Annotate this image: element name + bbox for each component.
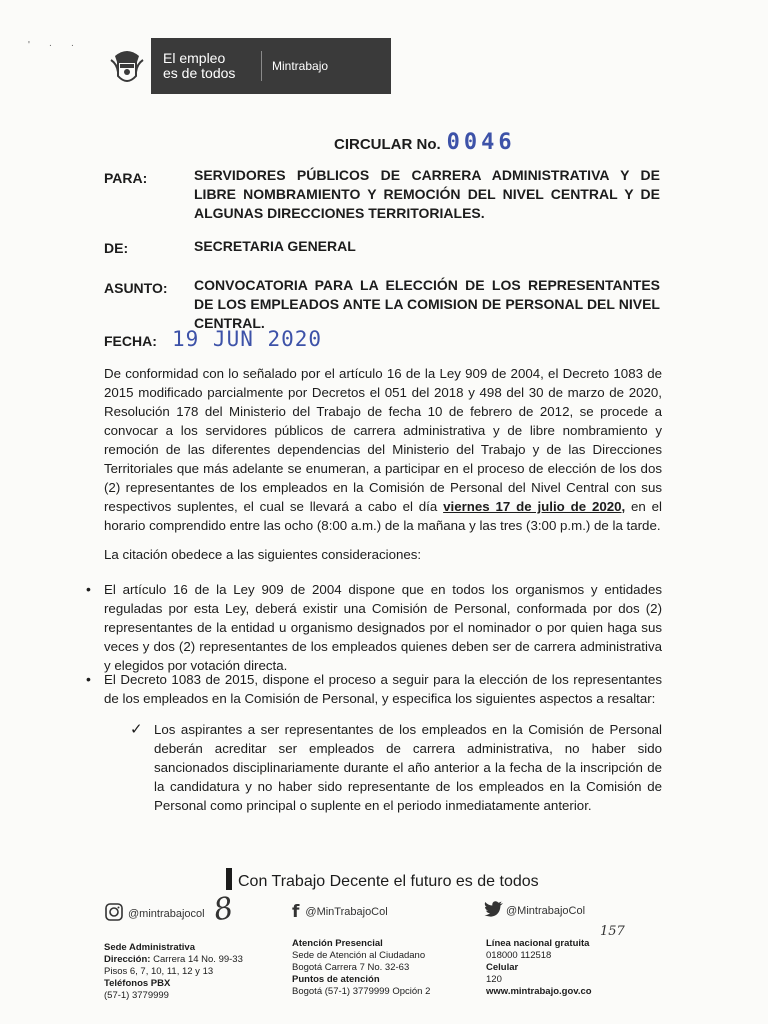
sede-administrativa: [104, 942, 243, 1002]
sede-pisos: Pisos 6, 7, 10, 11, 12 y 13: [104, 966, 214, 977]
scan-marks: ' · ·: [28, 40, 83, 51]
intro-text-part2: en el horario comprendido entre las ocho (8:00 a.m.) de la mañana y las tres (3:00 p.m.) de la tarde.: [104, 499, 663, 533]
sede-tel-value: (57-1) 3779999: [104, 990, 169, 1001]
handwritten-page-number: 157: [600, 924, 625, 939]
celular-title: Celular: [486, 962, 519, 973]
asunto-label: ASUNTO:: [104, 280, 168, 296]
check-item-requirements: Los aspirantes a ser representantes de los empleados en la Comisión de Personal deberán acreditar ser empleados de carrera administrativa, no haber sido sancionados disciplinariamente durante el año anterior a la fecha de la inscripción de la candidatura y no haber sido representante de los empleados en la Comisión de Personal como principal o suplente en el periodo inmediatamente anterior.: [154, 722, 662, 813]
atencion-title: Atención Presencial: [292, 938, 383, 949]
footer-slogan: [226, 868, 539, 891]
de-label: DE:: [104, 240, 129, 256]
instagram-handle: [104, 902, 205, 925]
twitter-icon: [484, 900, 504, 921]
date-stamp: 19 JUN 2020: [172, 327, 323, 351]
linea-number: 018000 112518: [486, 950, 552, 961]
ministry-name: Mintrabajo: [261, 51, 328, 81]
twitter-handle: [484, 900, 585, 921]
considerations-intro: La citación obedece a las siguientes consideraciones:: [104, 547, 422, 562]
slogan-text: Con Trabajo Decente el futuro es de todos: [238, 873, 539, 890]
facebook-text: @MinTrabajoCol: [305, 906, 388, 918]
para-value: SERVIDORES PÚBLICOS DE CARRERA ADMINISTRATIVA Y DE LIBRE NOMBRAMIENTO Y REMOCIÓN DEL NIVEL CENTRAL Y DE ALGUNAS DIRECCIONES TERRITORIALES.: [194, 167, 660, 221]
intro-paragraph: [104, 364, 662, 535]
circular-number-stamp: 0046: [446, 130, 516, 155]
circular-heading: [334, 130, 516, 155]
facebook-handle: [292, 902, 388, 922]
circular-label: CIRCULAR No.: [334, 136, 441, 153]
handwritten-mark: 8: [211, 890, 236, 929]
sede-direccion: [104, 954, 243, 966]
asunto-value: CONVOCATORIA PARA LA ELECCIÓN DE LOS REPRESENTANTES DE LOS EMPLEADOS ANTE LA COMISION DE PERSONAL DEL NIVEL CENTRAL.: [194, 277, 660, 331]
brand-slogan-line2: es de todos: [163, 65, 236, 81]
linea-nacional: [486, 938, 592, 998]
instagram-text: @mintrabajocol: [128, 907, 205, 920]
atencion-line2: Bogotá Carrera 7 No. 32-63: [292, 962, 410, 973]
bullet-icon: •: [86, 671, 91, 687]
slogan-bar: [226, 868, 232, 890]
para-label: PARA:: [104, 170, 148, 186]
facebook-icon: f: [292, 902, 300, 922]
bullet-item-decree-1083: El Decreto 1083 de 2015, dispone el proceso a seguir para la elección de los representantes de los empleados en la Comisión de Personal, y especifica los siguientes aspectos a resaltar:: [104, 672, 662, 706]
twitter-text: @MintrabajoCol: [506, 904, 586, 917]
puntos-title: Puntos de atención: [292, 974, 380, 985]
atencion-presencial: [292, 938, 430, 998]
intro-text-part1: De conformidad con lo señalado por el artículo 16 de la Ley 909 de 2004, el Decreto 1083 de 2015 modificado parcialmente por Decretos el 051 del 2018 y 498 del 30 de marzo de 2020, Resolución 178 del Ministerio del Trabajo de fecha 10 de febrero de 2012, se procede a convocar a los servidores públicos de carrera administrativa y de libre nombramiento y remoción de las diferentes dependencias del Ministerio del Trabajo y de las Direcciones Territoriales que más adelante se enumeran, a participar en el proceso de elección de los dos (2) representantes de los empleados en la Comisión de Personal del Nivel Central con sus respectivos suplentes, el cual se llevará a cabo el día: [104, 366, 662, 514]
website-link[interactable]: www.mintrabajo.gov.co: [486, 986, 592, 997]
bullet-icon: •: [86, 581, 91, 597]
sede-title: Sede Administrativa: [104, 942, 195, 953]
puntos-line1: Bogotá (57-1) 3779999 Opción 2: [292, 986, 431, 997]
de-value: SECRETARIA GENERAL: [194, 238, 356, 254]
coat-of-arms-icon: [103, 38, 151, 96]
brand-slogan-line1: El empleo: [163, 50, 226, 66]
linea-title: Línea nacional gratuita: [486, 938, 590, 949]
checkmark-icon: ✓: [130, 721, 143, 738]
fecha-label: FECHA:: [104, 333, 157, 349]
brand-banner: [151, 38, 391, 94]
instagram-icon: [104, 902, 124, 925]
sede-dir-value: Carrera 14 No. 99-33: [150, 954, 243, 965]
election-date: viernes 17 de julio de 2020,: [443, 499, 626, 514]
bullet-item-law-909: El artículo 16 de la Ley 909 de 2004 dispone que en todos los organismos y entidades reguladas por esta Ley, deberá existir una Comisión de Personal, conformada por dos (2) representantes de la entidad u organismo designados por el nominador o por quien haga sus veces y dos (2) representantes de los empleados quienes deben ser de carrera administrativa y elegidos por votación directa.: [104, 582, 662, 673]
sede-dir-label: Dirección:: [104, 954, 151, 965]
sede-tel-label: Teléfonos PBX: [104, 978, 171, 989]
brand-header: [103, 38, 391, 96]
celular-number: 120: [486, 974, 502, 985]
atencion-line1: Sede de Atención al Ciudadano: [292, 950, 426, 961]
